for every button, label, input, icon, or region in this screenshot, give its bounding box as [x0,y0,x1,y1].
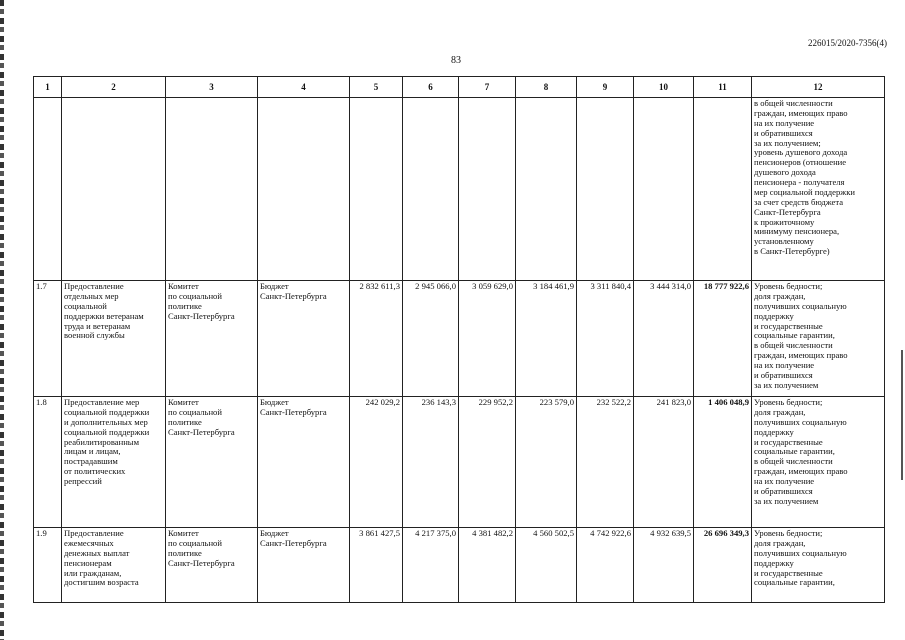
col-header: 2 [62,77,166,98]
total-cell: 1 406 048,9 [694,397,752,528]
value-cell: 236 143,3 [403,397,459,528]
col-header: 9 [577,77,634,98]
row-code: 1.8 [34,397,62,528]
scan-edge [0,0,4,640]
page-number: 83 [451,55,461,66]
col-header: 4 [258,77,350,98]
value-cell: 3 059 629,0 [459,281,516,397]
value-cell: 3 861 427,5 [350,528,403,603]
indicator-text: Уровень бедности; доля граждан, получивших социальную поддержку и государственные социальные гарантии, в общей численности граждан, имеющих право на их получение и обратившихся за их получением [752,397,885,528]
indicator-text: в общей численности граждан, имеющих право на их получение и обратившихся за их получением; уровень душевого дохода пенсионеров (отношение душевого дохода пенсионера - получателя мер социальной поддержки за счет средств бюджета Санкт-Петербурга к прожиточному минимуму пенсионера, установленному в Санкт-Петербурге) [752,98,885,281]
value-cell [403,98,459,281]
col-header: 1 [34,77,62,98]
value-cell: 2 832 611,3 [350,281,403,397]
funding-source: Бюджет Санкт-Петербурга [258,528,350,603]
program-table [33,76,885,603]
total-cell [694,98,752,281]
value-cell: 3 444 314,0 [634,281,694,397]
value-cell: 229 952,2 [459,397,516,528]
col-header: 7 [459,77,516,98]
funding-source: Бюджет Санкт-Петербурга [258,281,350,397]
value-cell: 4 742 922,6 [577,528,634,603]
value-cell: 4 932 639,5 [634,528,694,603]
funding-source: Бюджет Санкт-Петербурга [258,397,350,528]
table-row [34,397,885,528]
col-header: 11 [694,77,752,98]
value-cell: 242 029,2 [350,397,403,528]
table-row [34,528,885,603]
col-header: 3 [166,77,258,98]
indicator-text: Уровень бедности; доля граждан, получивших социальную поддержку и государственные социальные гарантии, в общей численности граждан, имеющих право на их получение и обратившихся за их получением [752,281,885,397]
table-row [34,98,885,281]
measure-name: Предоставление отдельных мер социальной поддержки ветеранам труда и ветеранам военной службы [62,281,166,397]
executor: Комитет по социальной политике Санкт-Петербурга [166,281,258,397]
col-header: 5 [350,77,403,98]
value-cell [577,98,634,281]
value-cell: 2 945 066,0 [403,281,459,397]
value-cell: 4 217 375,0 [403,528,459,603]
table-row [34,281,885,397]
header-row [34,77,885,98]
measure-name [62,98,166,281]
value-cell: 223 579,0 [516,397,577,528]
document-number: 226015/2020-7356(4) [808,38,887,48]
row-code: 1.7 [34,281,62,397]
executor: Комитет по социальной политике Санкт-Петербурга [166,528,258,603]
value-cell: 3 311 840,4 [577,281,634,397]
funding-source [258,98,350,281]
scan-mark [901,350,903,480]
value-cell: 4 560 502,5 [516,528,577,603]
value-cell [634,98,694,281]
row-code [34,98,62,281]
value-cell: 3 184 461,9 [516,281,577,397]
executor [166,98,258,281]
value-cell: 241 823,0 [634,397,694,528]
value-cell [459,98,516,281]
col-header: 8 [516,77,577,98]
value-cell: 232 522,2 [577,397,634,528]
indicator-text: Уровень бедности; доля граждан, получивших социальную поддержку и государственные социальные гарантии, [752,528,885,603]
col-header: 6 [403,77,459,98]
measure-name: Предоставление мер социальной поддержки и дополнительных мер социальной поддержки реабилитированным лицам и лицам, пострадавшим от политических репрессий [62,397,166,528]
measure-name: Предоставление ежемесячных денежных выплат пенсионерам или гражданам, достигшим возраста [62,528,166,603]
value-cell [350,98,403,281]
value-cell: 4 381 482,2 [459,528,516,603]
col-header: 12 [752,77,885,98]
total-cell: 26 696 349,3 [694,528,752,603]
total-cell: 18 777 922,6 [694,281,752,397]
executor: Комитет по социальной политике Санкт-Петербурга [166,397,258,528]
row-code: 1.9 [34,528,62,603]
value-cell [516,98,577,281]
col-header: 10 [634,77,694,98]
